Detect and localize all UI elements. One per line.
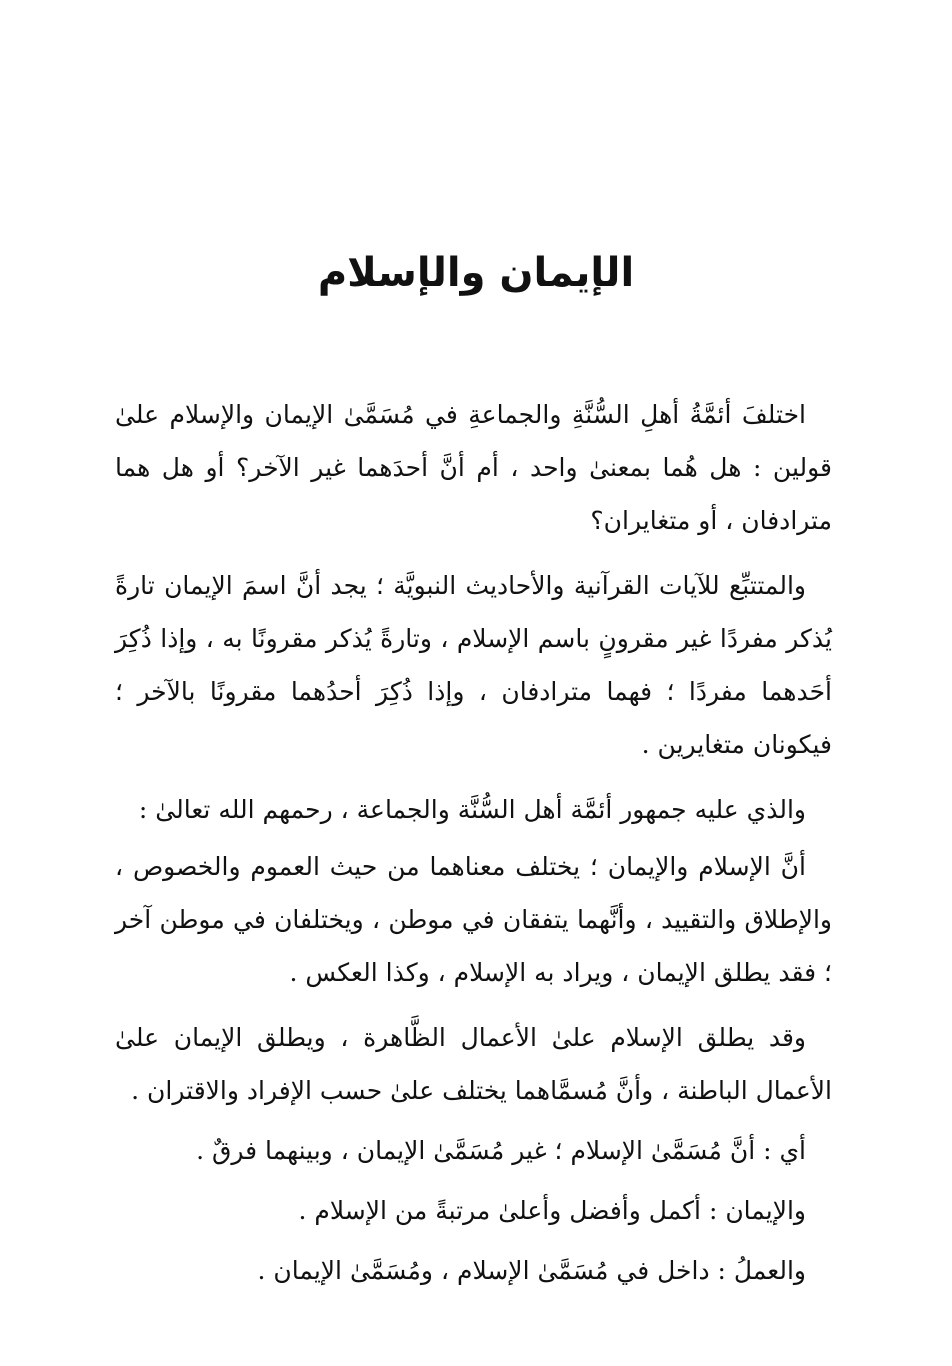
- page-title: الإيمان والإسلام: [317, 250, 635, 296]
- document-body: [115, 388, 832, 1301]
- paragraph: والمتتبِّع للآيات القرآنية والأحاديث النبويَّة ؛ يجد أنَّ اسمَ الإيمان تارةً يُذكر مفردًا غير مقرونٍ باسم الإسلام ، وتارةً يُذكر مقرونًا به ، وإذا ذُكِرَ أحَدهما مفردًا ؛ فهما مترادفان ، وإذا ذُكِرَ أحدُهما مقرونًا بالآخر ؛ فيكونان متغايرين .: [115, 571, 832, 759]
- paragraph: أنَّ الإسلام والإيمان ؛ يختلف معناهما من حيث العموم والخصوص ، والإطلاق والتقييد ، وأنَّهما يتفقان في موطن ، ويختلفان في موطن آخر ؛ فقد يطلق الإيمان ، ويراد به الإسلام ، وكذا العكس .: [115, 852, 832, 987]
- paragraph: اختلفَ أئمَّةُ أهلِ السُّنَّةِ والجماعةِ في مُسَمَّىٰ الإيمان والإسلام علىٰ قولين : هل هُما بمعنىٰ واحد ، أم أنَّ أحدَهما غير الآخر؟ أو هل هما مترادفان ، أو متغايران؟: [115, 400, 832, 535]
- statement-line: والإيمان : أكمل وأفضل وأعلىٰ مرتبةً من الإسلام .: [298, 1196, 806, 1225]
- paragraph: والذي عليه جمهور أئمَّة أهل السُّنَّة والجماعة ، رحمهم الله تعالىٰ :: [138, 795, 806, 824]
- statement-line: والعملُ : داخل في مُسَمَّىٰ الإسلام ، ومُسَمَّىٰ الإيمان .: [257, 1256, 806, 1285]
- paragraph: وقد يطلق الإسلام علىٰ الأعمال الظَّاهرة ، ويطلق الإيمان علىٰ الأعمال الباطنة ، وأنَّ مُسمَّاهما يختلف علىٰ حسب الإفراد والاقتران .: [115, 1023, 832, 1105]
- statement-line: أي : أنَّ مُسَمَّىٰ الإسلام ؛ غير مُسَمَّىٰ الإيمان ، وبينهما فرقٌ .: [196, 1136, 806, 1165]
